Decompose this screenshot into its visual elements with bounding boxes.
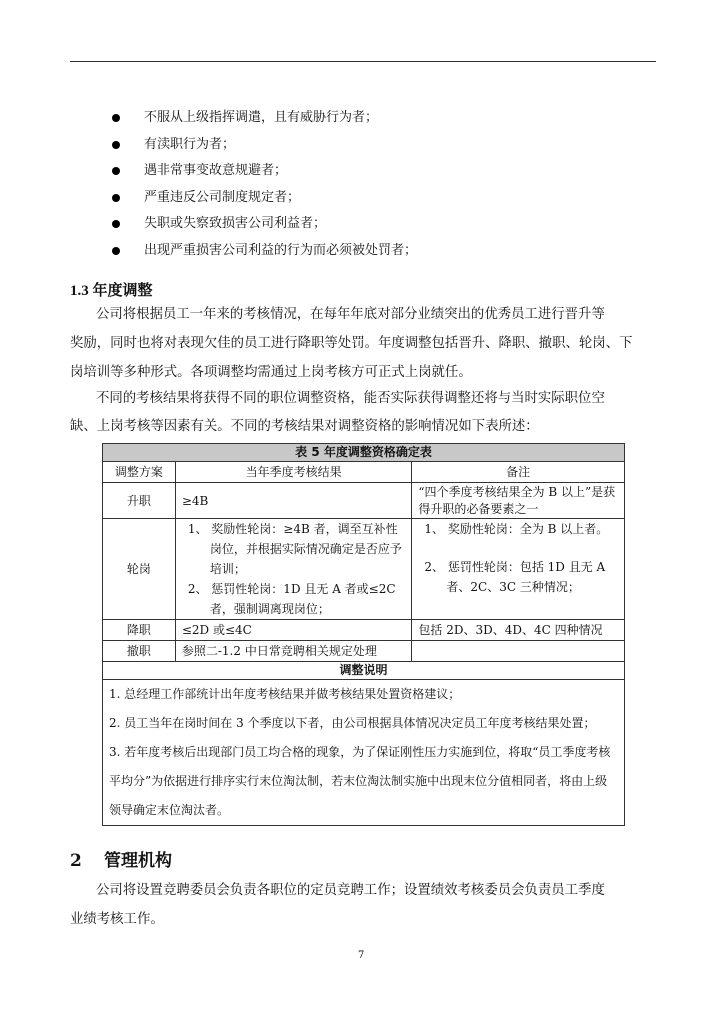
paragraph-line: 公司将设置竞聘委员会负责各职位的定员竞聘工作；设置绩效考核委员会负责员工季度	[96, 883, 605, 898]
note-cell: “四个季度考核结果全为 B 以上”是获得升职的必备要素之一	[412, 483, 625, 519]
section-heading	[70, 846, 172, 871]
plan-cell: 升职	[103, 483, 176, 519]
table-row	[103, 519, 625, 620]
note-item: 2、 惩罚性轮岗：包括 1D 且无 A 者、2C、3C 三种情况；	[424, 560, 606, 594]
bullet-icon	[112, 247, 120, 255]
bullet-text: 失职或失察致损害公司利益者；	[144, 216, 327, 231]
bullet-text: 遇非常事变故意规避者；	[144, 163, 288, 178]
result-cell: ≤2D 或≤4C	[175, 620, 412, 641]
header-rule	[70, 61, 656, 62]
bullet-text: 出现严重损害公司利益的行为而必须被处罚者；	[144, 243, 418, 258]
result-item: 2、 惩罚性轮岗：1D 且无 A 者或≤2C 者，强制调离现岗位；	[187, 582, 396, 616]
table-row	[103, 641, 625, 662]
plan-cell: 撤职	[103, 641, 176, 662]
bullet-icon	[112, 141, 120, 149]
note-line: 3. 若年度考核后出现部门员工均合格的现象，为了保证刚性压力实施到位，将取“员工季度考核平均分”为依据进行排序实行末位淘汰制，若末位淘汰制实施中出现末位分值相同者，将由上级领导确定末位淘汰者。	[109, 745, 611, 817]
section-title: 管理机构	[104, 851, 172, 871]
table-header-row	[103, 462, 625, 483]
result-item: 1、 奖励性轮岗：≥4B 者，调至互补性岗位，并根据实际情况确定是否应予培训；	[187, 522, 402, 576]
section-number: 2	[70, 851, 82, 871]
table-row	[103, 620, 625, 641]
paragraph-line: 岗培训等多种形式。各项调整均需通过上岗考核方可正式上岗就任。	[70, 365, 472, 380]
page-number: 7	[358, 950, 365, 961]
note-line: 2. 员工当年在岗时间在 3 个季度以下者，由公司根据具体情况决定员工年度考核结果处置；	[109, 716, 596, 730]
table-row	[103, 483, 625, 519]
paragraph-line: 缺、上岗考核等因素有关。不同的考核结果对调整资格的影响情况如下表所述：	[70, 419, 539, 434]
column-header: 调整方案	[103, 462, 176, 483]
note-cell	[412, 641, 625, 662]
adjustment-table	[102, 443, 625, 826]
table-title: 表 5 年度调整资格确定表	[103, 444, 625, 462]
paragraph-line: 公司将根据员工一年来的考核情况，在每年年底对部分业绩突出的优秀员工进行晋升等	[96, 307, 605, 322]
notes-cell	[103, 680, 625, 826]
paragraph-line: 不同的考核结果将获得不同的职位调整资格，能否实际获得调整还将与当时实际职位空	[96, 391, 605, 406]
note-cell: 包括 2D、3D、4D、4C 四种情况	[412, 620, 625, 641]
paragraph-line: 奖励，同时也将对表现欠佳的员工进行降职等处罚。年度调整包括晋升、降职、撤职、轮岗、下	[70, 336, 633, 351]
note-line: 1. 总经理工作部统计出年度考核结果并做考核结果处置资格建议；	[109, 687, 461, 701]
bullet-icon	[112, 167, 120, 175]
note-item: 1、 奖励性轮岗：全为 B 以上者。	[424, 522, 609, 536]
section-heading: 1.3 年度调整	[70, 283, 153, 299]
bullet-icon	[112, 114, 120, 122]
note-cell	[412, 519, 625, 620]
bullet-text: 有渎职行为者；	[144, 137, 236, 152]
column-header: 当年季度考核结果	[175, 462, 412, 483]
result-cell: 参照二-1.2 中日常竞聘相关规定处理	[175, 641, 412, 662]
plan-cell: 降职	[103, 620, 176, 641]
bullet-icon	[112, 220, 120, 228]
notes-title: 调整说明	[103, 662, 625, 680]
result-cell	[175, 519, 412, 620]
bullet-text: 严重违反公司制度规定者；	[144, 190, 301, 205]
result-cell: ≥4B	[175, 483, 412, 519]
paragraph-line: 业绩考核工作。	[70, 912, 164, 927]
column-header: 备注	[412, 462, 625, 483]
plan-cell: 轮岗	[103, 519, 176, 620]
bullet-icon	[112, 194, 120, 202]
bullet-text: 不服从上级指挥调遣，且有威胁行为者；	[144, 110, 379, 125]
